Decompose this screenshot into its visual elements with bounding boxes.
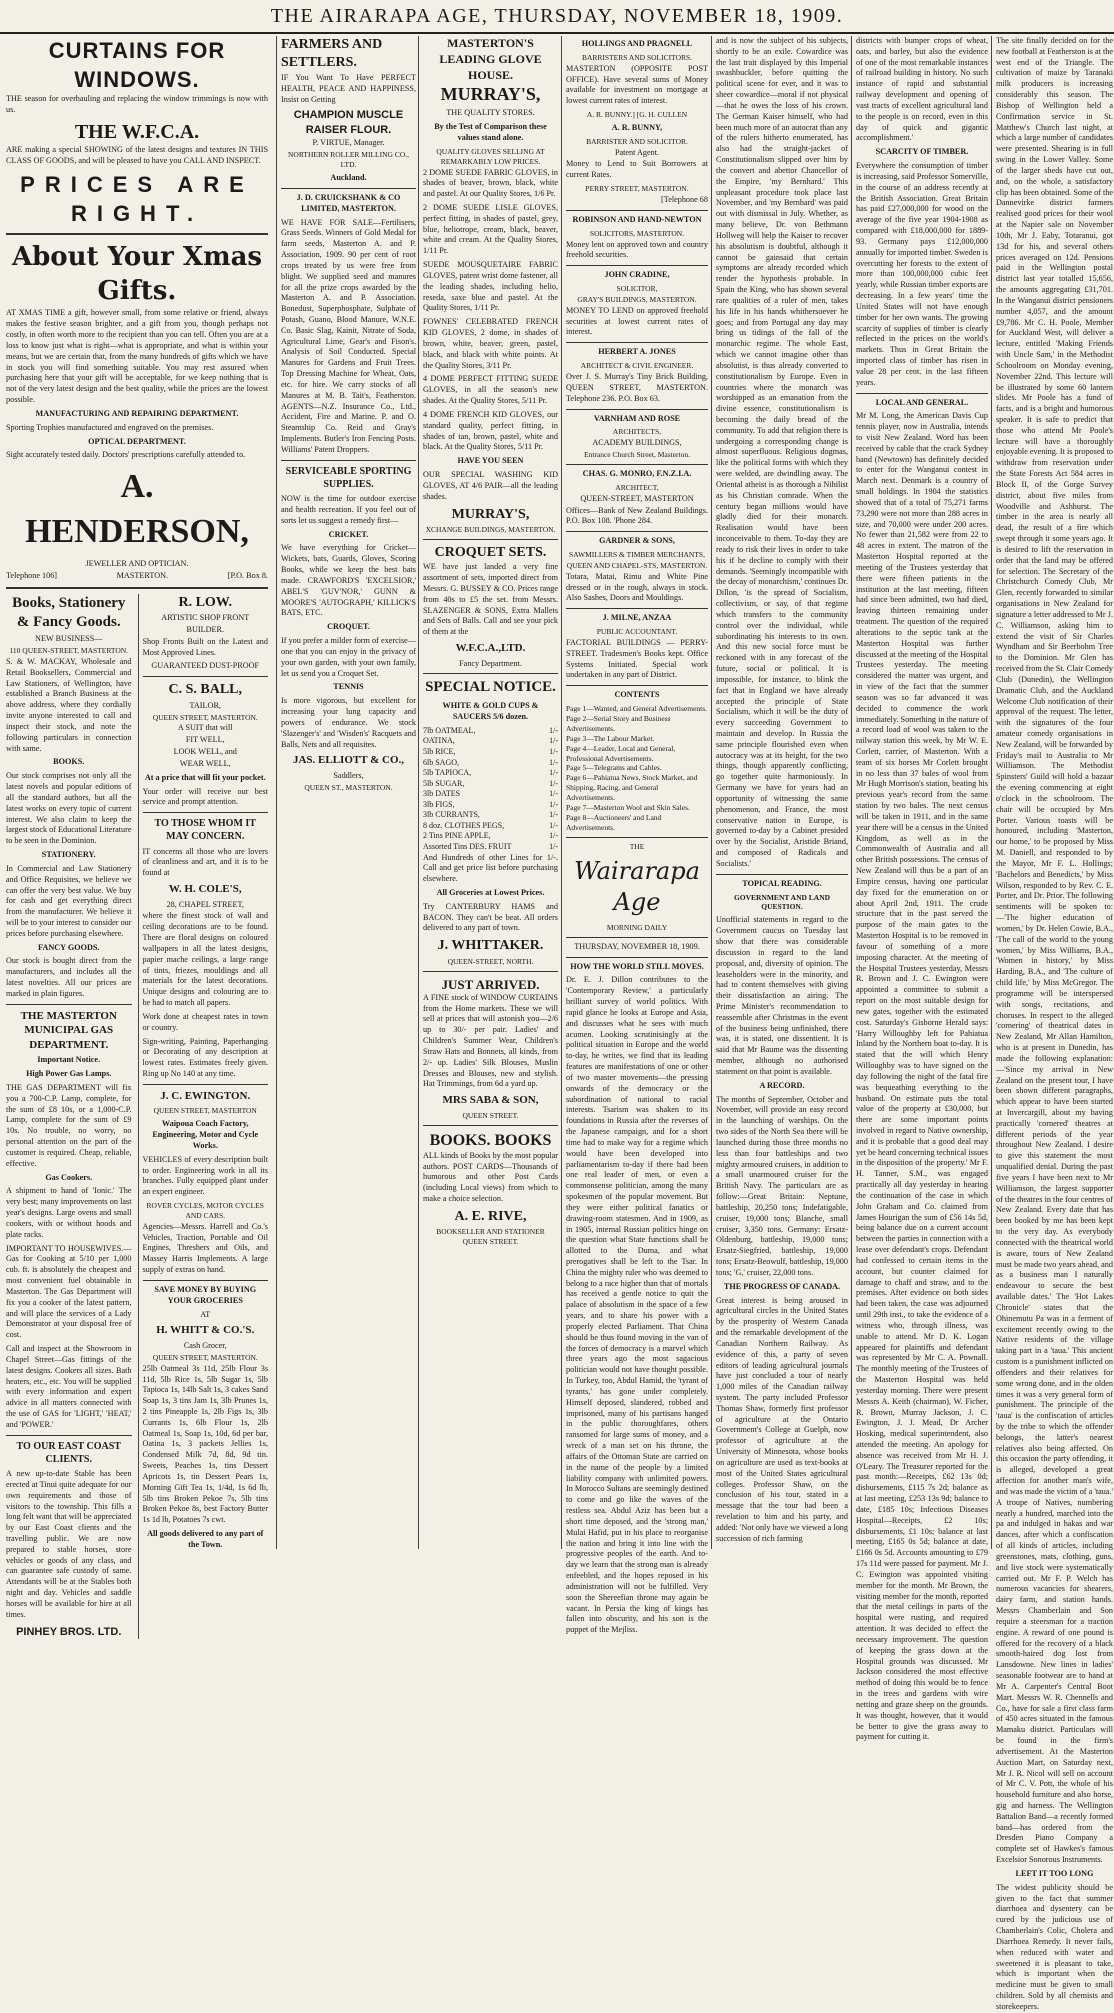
record-title: A RECORD. — [759, 1080, 805, 1090]
grocery-price: 1/- — [549, 789, 558, 799]
ewington-addr: QUEEN STREET, MASTERTON — [153, 1106, 257, 1116]
grocery-item: 6lb SAGO, — [423, 757, 460, 767]
cricket-heading: CRICKET. — [328, 529, 369, 539]
grocery-row — [423, 736, 558, 747]
saba-addr: QUEEN STREET. — [462, 1110, 519, 1120]
varnham: VARNHAM AND ROSE — [593, 413, 681, 423]
col1-lower-left — [6, 594, 132, 1640]
grocery-item: 3lb CURRANTS, — [423, 810, 480, 820]
henderson-box: [P.O. Box 8. — [227, 570, 268, 580]
fancy-dept: Fancy Department. — [459, 658, 522, 668]
glove-item: SUEDE MOUSQUETAIRE FABRIC GLOVES, patent wrist dome fastener, all the leading shades, including helio, reseda, saxe blue and pastel. At the Quality Stores, 1/11 Pr. — [423, 260, 558, 313]
murrays-title: MURRAY'S, — [440, 84, 541, 105]
wfca-ltd: W.F.C.A.,LTD. — [455, 642, 526, 655]
henderson-town: MASTERTON. — [116, 570, 169, 580]
books-books-text: ALL kinds of Books by the most popular authors. POST CARDS—Thousands of humorous and other Post Cards (including Local views) from which to make a choice selection. — [423, 1150, 558, 1204]
grocery-row — [423, 789, 558, 800]
grocery-row — [423, 779, 558, 790]
hollings: HOLLINGS AND PRAGNELL — [581, 39, 693, 48]
divider — [856, 393, 988, 394]
ewington-name: J. C. EWINGTON. — [160, 1089, 251, 1102]
glove-item: 4 DOME FRENCH KID GLOVES, our standard quality, perfect fitting, in shades of tan, brown, pastel, white and black. At the Quality Stores, 5/11 Pr. — [423, 409, 558, 452]
henderson-sub: JEWELLER AND OPTICIAN. — [85, 558, 189, 568]
divider — [566, 531, 708, 532]
ball-line-4: WEAR WELL, — [179, 758, 231, 768]
tennis-heading: TENNIS — [333, 682, 364, 692]
gas-cookers: Gas Cookers. — [45, 1172, 93, 1182]
grocery-row — [423, 821, 558, 832]
gardner: GARDNER & SONS, — [599, 536, 675, 546]
grocery-price: 1/- — [549, 768, 558, 778]
henderson-name: A. HENDERSON, — [25, 468, 249, 551]
divider — [566, 464, 708, 465]
ball-addr: QUEEN STREET, MASTERTON. — [152, 712, 258, 722]
column-4 — [561, 36, 708, 1635]
grocery-item: 3lb FIGS, — [423, 799, 455, 809]
optical-dept: OPTICAL DEPARTMENT. — [88, 436, 186, 446]
at-label: AT — [200, 1309, 211, 1319]
milne: J. MILNE, ANZAA — [602, 613, 672, 623]
saddlers: Saddlers, — [333, 770, 364, 780]
arrived-text: A FINE stock of WINDOW CURTAINS from the Home markets. These we will sell at prices that will astonish you—2/6 up to 30/- per pair. Ladies' and Children's Summer Wear, Children's Straw Hats and Bonnets, all kinds, from 2/- up. Ladies' Silk Blouses, Muslin Dresses and Blouses, new and stylish. Hat Trimmings, from 6d a yard up. — [423, 992, 558, 1089]
topical-reading: TOPICAL READING. — [742, 878, 822, 888]
concern-text: IT concerns all those who are lovers of cleanliness and art, and it is to be found at — [142, 846, 268, 878]
grocery-price: 1/- — [549, 799, 558, 809]
the-label: THE — [629, 841, 645, 851]
cradine-sub: SOLICITOR, — [616, 284, 658, 294]
gardner-addr: QUEEN AND CHAPEL-STS, MASTERTON. — [566, 560, 708, 570]
grocery-price: 1/- — [549, 831, 558, 841]
books-title: Books, Stationery & Fancy Goods. — [12, 594, 126, 631]
whitt-sub: Cash Grocer, — [183, 1340, 227, 1350]
hollings-sub: BARRISTERS AND SOLICITORS. — [581, 52, 693, 62]
milne-sub: PUBLIC ACCOUNTANT. — [596, 627, 678, 637]
grocery-item: Assorted Tins DES. FRUIT — [423, 841, 512, 851]
divider — [143, 1280, 269, 1281]
low-line-1: ARTISTIC SHOP FRONT — [161, 613, 250, 623]
stationery-heading: STATIONERY. — [41, 850, 96, 860]
contents-item: Page 2—Serial Story and Business Advertisements. — [566, 714, 671, 733]
contents-item: Page 5—Telegrams and Cables. — [566, 763, 662, 773]
quality-text: QUALITY GLOVES SELLING AT REMARKABLY LOW PRICES. — [436, 146, 545, 166]
divider — [423, 1125, 558, 1126]
divider — [566, 837, 708, 838]
column-3 — [418, 36, 558, 1549]
xmas-title: About Your Xmas Gifts. — [11, 241, 263, 307]
grocery-price: 1/- — [549, 841, 558, 851]
have-you-seen: HAVE YOU SEEN — [457, 456, 524, 466]
wfca-title: THE W.F.C.A. — [74, 120, 200, 143]
divider — [423, 539, 558, 540]
jones: HERBERT A. JONES — [598, 347, 676, 357]
patent-agent: Patent Agent. — [614, 147, 660, 157]
new-business: NEW BUSINESS— — [35, 634, 103, 644]
all-groceries: All Groceries at Lowest Prices. — [436, 887, 545, 897]
east-coast-title: TO OUR EAST COAST CLIENTS. — [16, 1440, 121, 1465]
world-continued: and is now the subject of his subjects, shortly to be an exile. Cowardice was the last trait displayed by this Imperial swashbuckler, before quitting the political scene for ever, and it was to sheer cowardice—moral if not physical—that he owes the loss of his crown. The German Kaiser himself, who had been much more of an autocrat than any of the rulers hitherto enumerated, has also had the straight-jacket of Constitutionalism slipped over him by the convert and abettor Chancellor of the Empire, 'my Bernhard.' This unpleasant procedure took place last November, and 'my Bernhard' was paid out with dismissal in July. Whether, as many believe, Dr. von Bethmann Hollweg will help the Kaiser to recover his absolutism is doubtful, although it cannot be gainsaid that certain symptoms are already recorded which render the hypothesis probable. In Spain the King, who has shown several rare qualities of a ruler of men, takes his life in his hands whithersoever he goes; and from Portugal any day may bring us tidings of the fall of the monarchic regime. The whole East, which we cannot imagine other than absolutist, is thus already converted to constitutionalism by Europe. Even in countries where the monarch was worshipped as an emanation from the divine essence, constitutionalism is becoming the daily bread of the community. To add that religion there is undergoing a corresponding change is almost superfluous. Religious dogmas, like the political forms with which they were welded, are dwindling away. The Oriental atheist is as thorough a Nihilist as his Christian comrade. When the century began millions would have gladly died for their monarch. Realisation would have been inconceivable to them. To-day they are ready to risk their lives in order to take his if he decline to comply with their demands. 'Seemingly incompatible with the decay of monarchism,' continues Dr. Dillon, 'is the spread of Socialism, collectivism, or say, of that regime which transfers to the community control over the individual, while subordinating his interests to its own. And this new social force must be reckoned with in any forecast of the future, social or political. It is impossible, for instance, to blink the fact that in England we have already accepted the principle of State Socialism, which it will be the duty of every succeeding Government to maintain and develop. In Russia the same principle flourished even when autocracy was at its height, for the two things, though apparently conflicting, go together quite harmoniously. In Germany we have for years had an opportunity of witnessing the same phenomenon, and France, the most conservative nation in Europe, is governed to-day by a Cabinet presided over by the Socialist, Aristide Briand, and composed of Radicals and Socialists.' — [716, 36, 848, 868]
canada-text: Great interest is being aroused in agricultural circles in the United States by the prosperity of Western Canada and the remarkable development of the Canadian Northern Railway. As evidence of this, a party of seven editors of leading agricultural journals have just concluded a tour of nearly 1,000 miles of the Canadian railway system. The party included Professor Thomas Shaw, formerly first professor of agriculture at the Ontario Government's College at Guelph, now professor of agriculture at the University of Minnesota, whose books on agriculture are used as text-books at most of the United States agricultural colleges. Professor Shaw, on the conclusion of his tour, stated in a message that the tour had been a revelation to him and his party, and added: 'Not only have we viewed a long succession of rich farming — [716, 1295, 848, 1543]
test-comparison: By the Test of Comparison these values stand alone. — [434, 122, 547, 142]
robinson: ROBINSON AND HAND-NEWTON — [572, 214, 702, 224]
hundreds: And Hundreds of other Lines for 1/-. Call and get price list before purchasing elsewhere. — [423, 852, 558, 884]
whitt-name: H. WHITT & CO.'S. — [156, 1324, 255, 1337]
concern-title: TO THOSE WHOM IT MAY CONCERN. — [154, 818, 256, 843]
henderson-tel: Telephone 106] — [6, 570, 58, 580]
ball-price: At a price that will fit your pocket. — [144, 772, 266, 782]
mackay-text: S. & W. MACKAY, Wholesale and Retail Booksellers, Commercial and Law Stationers, of Wellington, have established a Branch Business at the above address, where they cordially invite anyone interested to call and inspect their stock, and note the following particulars in connection with same. — [6, 656, 132, 753]
east-coast-text: A new up-to-date Stable has been erected at Tinui quite adequate for our own requirements and those of visitors to the township. This fills a long felt want that will be appreciated by our East Coast clients and the travelling public. We are now prepared to stable horses, store vehicles or goods of any class, and can guarantee safe custody of same. Attendants will be at the Stables both night and day. Vehicles and saddle horses will be available for hire at all times. — [6, 1469, 132, 1619]
contents-item: Page 3—The Labour Market. — [566, 733, 655, 743]
bunny-sub: BARRISTER AND SOLICITOR. — [586, 136, 688, 146]
grocery-price: 1/- — [549, 810, 558, 820]
grocery-row — [423, 800, 558, 811]
cole-text: where the finest stock of wall and ceiling decorations are to be found. There are floral designs on coloured wallpapers in all the latest designs, papier mache ceilings, a large range of tints, friezes, mouldings and all materials for the latest decorations. Unique designs and colouring are to be had to match all papers. — [142, 911, 268, 1008]
whittaker: J. WHITTAKER. — [437, 938, 544, 954]
grocery-item: OATINA, — [423, 736, 455, 746]
northern: NORTHERN ROLLER MILLING CO., LTD. — [288, 150, 409, 170]
local-general: LOCAL AND GENERAL. — [875, 397, 969, 407]
column-1 — [6, 36, 268, 1638]
new-business-addr: 110 QUEEN-STREET, MASTERTON. — [9, 646, 129, 656]
divider — [566, 608, 708, 609]
gas-title: THE MASTERTON MUNICIPAL GAS DEPARTMENT. — [20, 1009, 117, 1051]
record-text: The months of September, October and November, will provide an easy record in the launching of warships. On the two sides of the North Sea there will be launched during those three months no less than four battleships and two mighty armoured cruisers, in addition to a small unarmoured cruiser for the British Navy. The particulars are as follow:—Great Britain: Neptune, battleship, 20,250 tons; Indefatigable, cruiser, 19,000 tons; Blanche, small cruiser, 3,350 tons. Germany: Ersatz-Oldenburg, battleship, 19,000 tons; Ersatz-Siegfried, battleship, 19,000 tons; Ersatz-Beowulf, battleship, 19,000 tons; 'G,' cruiser, 22,000 tons. — [716, 1094, 848, 1277]
cradine-text: MONEY TO LEND on approved freehold securities at lowest current rates of interest. — [566, 305, 708, 337]
entrance: Entrance Church Street, Masterton. — [583, 450, 690, 460]
grocery-row — [423, 758, 558, 769]
grocery-price: 1/- — [549, 725, 558, 735]
cruickshank: J. D. CRUICKSHANK & CO LIMITED, MASTERTON. — [296, 192, 401, 213]
virtue: P. VIRTUE, Manager. — [312, 138, 385, 148]
divider — [566, 342, 708, 343]
cradine-addr: GRAY'S BUILDINGS, MASTERTON. — [577, 294, 697, 304]
timber-title: SCARCITY OF TIMBER. — [875, 147, 969, 157]
ball-line-1: A SUIT that will — [177, 723, 233, 733]
save-money: SAVE MONEY BY BUYING YOUR GROCERIES — [154, 1284, 257, 1305]
stationery-text: In Commercial and Law Stationery and Office Requisites, we believe we can offer the very best value. We buy for cash and get everything direct from the manufacturer. We believe it will be to your interest to consider our prices before purchasing elsewhere. — [6, 863, 132, 938]
left-text: The widest publicity should be given to the fact that summer diarrhoea and dysentery can be cured by the judicious use of Chamberlain's Colic, Cholera and Diarrhoea Remedy. It never fails, when reduced with water and sweetened it is pleasant to take, which is important when the medicine must be given to small children. Sold by all chemists and storekeepers. — [996, 1882, 1113, 2011]
croquet-text: If you prefer a milder form of exercise—one that you can enjoy in the privacy of your own garden, with your own family, let us send you a Croquet Set. — [281, 636, 416, 678]
grocery-row — [423, 747, 558, 758]
grocery-row — [423, 768, 558, 779]
contents-item: Page 6—Pahiatua News, Stock Market, and Shipping, Racing, and General Advertisements. — [566, 773, 698, 803]
croquet-sets-text: WE have just landed a very fine assortment of sets, imported direct from Messrs. G. BUSSEY & CO. Prices range from 40s to £5 the set. from Messrs. SLAZENGER & SONS, Extra Mallets and Sets of Balls. Call and see your pick of them at the — [423, 562, 558, 637]
glove-item: FOWNES' CELEBRATED FRENCH KID GLOVES, 2 dome, in shades of brown, white, beaver, green, pastel, black, and black with white points. At the Quality Stores, 3/11 Pr. — [423, 317, 558, 370]
farmers-title: FARMERS AND SETTLERS. — [281, 37, 383, 71]
divider — [423, 673, 558, 674]
hollings-text: MASTERTON (OPPOSITE POST OFFICE). Have several sums of Money available for investment on mortgage at lowest current rates of interest. — [566, 63, 708, 106]
column-5 — [711, 36, 848, 1549]
cole-addr: 28, CHAPEL STREET, — [166, 899, 244, 909]
gas-housewives: IMPORTANT TO HOUSEWIVES.—Gas for Cooking at 5/10 per 1,000 cub. ft. is absolutely the cheapest and most convenient fuel obtainable in Masterton. The Gas Department will fix you a cooker of the latest pattern, and will place the services of a Lady Demonstrator at your disposal free of cost. — [6, 1243, 132, 1340]
monro-offices: Offices—Bank of New Zealand Buildings. P.O. Box 108. 'Phone 284. — [566, 505, 708, 526]
grocery-price: 1/- — [549, 736, 558, 746]
contents-title: CONTENTS — [614, 690, 660, 700]
canada-title: THE PROGRESS OF CANADA. — [723, 1281, 841, 1291]
grocery-price: 1/- — [549, 778, 558, 788]
grocery-item: 8 doz. CLOTHES PEGS, — [423, 820, 505, 830]
serviceable: SERVICEABLE SPORTING SUPPLIES. — [285, 465, 412, 490]
gas-cookers-text: A shipment to hand of 'Ionic.' The very best; many improvements on last year's designs. Large ovens and small cookers, with or without hoods and plate racks. — [6, 1186, 132, 1239]
grocery-price: 1/- — [549, 757, 558, 767]
mastertons-glove: MASTERTON'S LEADING GLOVE HOUSE. — [439, 36, 542, 82]
robinson-sub: SOLICITORS, MASTERTON. — [589, 228, 685, 238]
rover: ROVER CYCLES, MOTOR CYCLES AND CARS. — [146, 1201, 264, 1220]
glove-item: 2 DOME SUEDE FABRIC GLOVES, in shades of beaver, brown, black, white and pastel. At our Quality Stores, 1/6 Pr. — [423, 167, 558, 199]
grocery-item: 5lb TAPIOCA, — [423, 768, 472, 778]
fancy-text: Our stock is bought direct from the manufacturers, and includes all the latest novelties. All our prices are marked in plain figures. — [6, 956, 132, 998]
perry-street: PERRY STREET, MASTERTON. — [585, 184, 689, 194]
bunny-text: Money to Lend to Suit Borrowers at current Rates. — [566, 159, 708, 180]
robinson-text: Money lent on approved town and country freehold securities. — [566, 239, 708, 260]
elliott-addr: QUEEN ST., MASTERTON. — [304, 782, 393, 792]
wairarapa-age-logo: Wairarapa Age — [574, 856, 700, 917]
cole-work: Work done at cheapest rates in town or country. — [142, 1011, 268, 1032]
grocery-row — [423, 842, 558, 853]
divider — [566, 265, 708, 266]
academy: ACADEMY BUILDINGS, — [592, 438, 682, 448]
gas-important: Important Notice. — [37, 1055, 101, 1065]
world-text: Dr. E. J. Dillon contributes to the 'Contemporary Review,' a particularly brilliant survey of world politics. With rapid glance he looks at Europe and Asia, and discusses what he sees with much acumen. Looking scrutinisingly at the political situation in Europe and the world to-day, he writes, we find that its leading features are manifestations of one or other of two master movements—the pressing onwards of the democracy or the subordination of national to racial interests. Tsarism was shaken to its foundations in Russia after the reverses of the Japanese campaign, and for a short time had to make way for a regime which would have been developed into parliamentarism to-day if there had been one real leader of men, or even a commonsense politician, among the many spokesmen of the popular movement. But they were either political fanatics or drawing-room statesmen. And in 1909, as in 1905, internal Russian politics hinge on the question what State functions shall be allotted to the Duma, and what prerogatives shall be left to the Tsar. In China the mighty ruler who was deemed to belong to a race higher than that of mortals has received a gentle notice to quit the palace of absolutism in the space of a few years, and to share his power with a properly elected Parliament. That China should be thus found moving in the van of the forces of democracy is a marvel which three years ago the most sagacious politician would not have thought possible. In Turkey, too, Abdul Hamid, the 'tyrant of tyrants,' has gone under completely. Himself deposed, slandered, robbed and imprisoned, many of his partisans hanged in the public thoroughfares, others ransomed for large sums of money, and a wreck of a man set on his throne, the affairs of the Ottoman State are carried on in the name of the people by a limited liability company with unlimited powers. In Morocco Sultans are seemingly destined to come and go like the waves of the restless sea. Abdul Aziz has been but a short time deposed, and the 'strong man,' Mulai Hafid, put in his place to reorganise the nation and bring it into line with the progressive peoples of the earth. And to-day we learn that the strong man is already enfeebled, and the hopes reposed in his administration will not be fulfilled. Very soon the Shereefian throne may again be vacant. In Persia the king of kings has fallen into obscurity, and his son is the puppet of the Mejliss. — [566, 975, 708, 1635]
divider — [281, 188, 416, 189]
glove-item: 2 DOME SUEDE LISLE GLOVES, perfect fitting, in shades of pastel, grey, blue, heliotrope, cream, black, beaver, white and cream. At the Quality Stores, 1/11 Pr. — [423, 202, 558, 256]
gas-high-power: High Power Gas Lamps. — [26, 1069, 112, 1079]
column-2 — [276, 36, 416, 1549]
gas-text: THE GAS DEPARTMENT will fix you a 700-C.P. Lamp, complete, for the sum of £8 10s, or a 1,000-C.P. Lamp, complete for the sum of £9 10s. No trouble, no worry, no personal attention on the part of the customer is required. Cheap, reliable, effective. — [6, 1082, 132, 1168]
grocery-item: 2 Tins PINE APPLE, — [423, 831, 491, 841]
auckland: Auckland. — [330, 173, 367, 183]
divider — [6, 1435, 132, 1436]
elliott: JAS. ELLIOTT & CO., — [292, 754, 405, 767]
repair-dept: MANUFACTURING AND REPAIRING DEPARTMENT. — [35, 408, 239, 418]
bunny-names: A. R. BUNNY.] [G. H. CULLEN — [586, 110, 688, 120]
grocery-row — [423, 810, 558, 821]
grocery-row — [423, 726, 558, 737]
cole-name: W. H. COLE'S, — [168, 883, 242, 896]
exchange: XCHANGE BUILDINGS, MASTERTON. — [425, 524, 556, 534]
jones-sub: ARCHITECT & CIVIL ENGINEER. — [580, 361, 694, 371]
grocery-table — [423, 726, 558, 853]
whitt-addr: QUEEN STREET, MASTERTON. — [152, 1352, 258, 1362]
just-arrived: JUST ARRIVED. — [441, 976, 540, 992]
murrays-2: MURRAY'S, — [451, 506, 530, 522]
column-6 — [851, 36, 988, 1742]
grocery-item: 7lb OATMEAL, — [423, 725, 476, 735]
wfca-text: ARE making a special SHOWING of the latest designs and textures IN THIS CLASS OF GOODS, and will be pleased to have you CALL AND INSPECT. — [6, 145, 268, 165]
henderson-footer — [6, 571, 268, 582]
washing-gloves: OUR SPECIAL WASHING KID GLOVES, AT 4/6 PAIR—all the leading shades. — [423, 470, 558, 501]
saba: MRS SABA & SON, — [442, 1094, 539, 1107]
champion: CHAMPION MUSCLE RAISER FLOUR. — [293, 109, 404, 136]
grocery-item: 5lb RICE, — [423, 747, 456, 757]
rive-sub: BOOKSELLER AND STATIONER QUEEN STREET. — [436, 1227, 545, 1247]
divider — [143, 1084, 269, 1085]
vehicles-text: VEHICLES of every description built to order. Engineering work in all its branches. Fully equipped plant under an expert engineer. — [142, 1154, 268, 1197]
col1-lower-right — [138, 594, 269, 1640]
grocery-price: 1/- — [549, 820, 558, 830]
ball-order: Your order will receive our best service and prompt attention. — [142, 786, 268, 807]
cruick-text: WE HAVE FOR SALE—Fertilisers, Grass Seeds. Winners of Gold Medal for farm seeds, Masterton A. and P. Association, 1909. 90 per cent of root crops treated by us were free from blight. We supplied seed and manures for all the prize crops awarded by the Masterton A. and P. Association. Bonedust, Superphosphate, Sulphate of Potash, Guano, Blood Manure, W.N.E. Co. Basic Slag, Kainit, Nitrate of Soda, Agricultural Lime, Gear's and Fison's. Analysis of Soil Conducted. Special Manures for Gardens and Fruit Trees. Top Dressing Machine for Wheat, Oats, etc. for hire. We carry stocks of all Manures at M. B. Tait's, Featherston. AGENTS—N.Z. Insurance Co., Ltd., Accident, Fire and Marine. P. and O. Steamship Co. Reid and Gray's Implements. Butler's Iron Fencing Posts. Williams' Patent Droppers. — [281, 217, 416, 454]
ball-line-2: FIT WELL, — [185, 735, 225, 745]
divider — [6, 1004, 132, 1005]
divider — [281, 460, 416, 461]
low-text: Shop Fronts Built on the Latest and Most Approved Lines. — [142, 636, 268, 657]
gardner-text: Totara, Matai, Rimu and White Pine dressed or in the rough, always in stock. Also Sashes, Doors and Mouldings. — [566, 571, 708, 603]
masthead: THE AIRARAPA AGE, THURSDAY, NOVEMBER 18, 1909. — [0, 0, 1114, 34]
divider — [143, 676, 269, 677]
cricket-text: We have everything for Cricket—Wickets, bats, Guards, Gloves, Scoring Books, while we keep the best bats made. CRAWFORD'S 'EXCELSIOR,' ABEL'S 'GUV'NOR,' GUNN & MOORE'S 'AUTOGRAPH,' KILLICK'S BATS, ETC. — [281, 543, 416, 618]
local-text: Mr M. Long, the American Davis Cup tennis player, now in Australia, intends to visit New Zealand. Word has been received by cable that the crack Sydney band (Newtown) has definitely decided to enter for the Wanganui contest in March next. Denmark is a country of small holdings. In 1904 the statistics showed that of a total of 75,271 farms 73,290 were not more than 288 acres in size, and 70,000 were under 200 acres. No fewer than 21,582 were from 22 to 48 acres in extent. The matron of the Masterton Hospital reported at the meeting of the Trustees yesterday that there were fifteen patients in the institution at the last meeting, fifteen had since been admitted, two had died, leaving thirteen remaining under treatment. The question of the required alterations to the septic tank at the Masterton Hospital was further discussed at the meeting of the Hospital Trustees yesterday. The meeting considered the matter was urgent, and in view of the fact that the summer season was so far advanced it was decided to commence the work immediately. Something in the nature of a record load of wool was taken to the railway station this week, by Mr W. E. Corlett, carrier, of Masterton. With a team of six horses Mr Corlett brought in no less than 37 bales of wool from Mr Hugh Morrison's station, beating his previous year's record from the same station by two bales. The next census will be taken in 1911, and in the same year there will be a census in the United Kingdom, as well as in the Commonwealth of Australia and all other British possessions. The census of New Zealand will thus be a part of an Empire census, having one particular day fixed for the enumeration on or about April 2nd, 1911. The crude structure that in the past served the purpose of the main gates to the Masterton Hospital is to be removed in favour of something of a more imposing character. At the meeting of the Hospital Trustees yesterday, Messrs R. Brown and J. C. Ewington were appointed a committee to submit a report on the most suitable design for new gates, together with the estimated cost. Saturday's Gisborne Herald says: 'Harry Willoughby left for Pahiatua Inland by the Northern boat to-day. It is stated that the will which Henry Willoughby was to have signed on the day following the night of the fatal fire was bequeathing everything to the husband. On estimate puts the total value of the property at £30,000, but there are some important points involved in regard to Native ownership, and it is probable that a good deal may yet be heard concerning technical issues in the disposition of the property.' Mr F. H. Tanner, S.M., was engaged practically all day yesterday in hearing the continuation of the case in which John Graham and Co. claimed from James Hourigan the sum of £56 14s 5d, being balance due on a current account between the parties in connection with a lease over defendant's crops. Defendant had confessed to certain items in the account, but counter claimed for damage to chaff and straw, and to the premises. After evidence on both sides had been taken, the case was adjourned until 29th inst., to take the evidence of a witness who, through illness, was unable to attend. Mr D. K. Logan appeared for plaintiffs and defendant was represented by Mr C. A. Pownall. The monthly meeting of the Trustees of the Masterton Hospital was held yesterday morning. There were present Messrs A. Keith (chairman), W. Ficher, R. Brown, Murray Jackson, J. C. Ewington, J. J. Mead, Dr Archer Hosking, medical superintendent, also attended the meeting. An apology for absence was received from Mr H. J. O'Leary. The Treasurer reported for the past month:—Receipts, £62 13s 0d; disbursements, £115 7s 2d; balance as at last meeting, £253 13s 9d; balance to date, £185 10s; Infectious Diseases Hospital—Receipts, £2 10s; disbursements, £1 10s; balance at last meeting, £165 0s 5d; balance at date, £166 0s 5d. Accounts amounting to £79 17s 11d were passed for payment. Mr J. C. Ewington was appointed visiting member for the month. Mr Brown, the visiting member for the month, reported that the metal ceilings in parts of the hospital were rusting, and required attention. It was decided to effect the necessary improvement. The question of keeping the grass down at the Hospital grounds was discussed. Mr Jackson considered the most effective method of doing this would be to fence in the trees and gardens with wire netting and graze sheep on the grounds. It was thought, however, that it would be better to give the grass away to payment for cutting it. — [856, 411, 988, 1742]
sporting-text: NOW is the time for outdoor exercise and health recreation. If you feel out of sorts let us suggest a remedy first— — [281, 494, 416, 525]
gardner-sub: SAWMILLERS & TIMBER MERCHANTS, — [569, 549, 705, 559]
divider — [566, 685, 708, 686]
rive: A. E. RIVE, — [454, 1208, 527, 1224]
contents-item: Page 7—Masterton Wool and Skin Sales. — [566, 803, 690, 813]
prices-right: PRICES ARE RIGHT. — [20, 171, 254, 226]
tennis-text: Is more vigorous, but excellent for increasing your lung capacity and powers of endurance. We stock 'Slazenger's' and 'Wisden's' Racquets and Balls, Nets and all requisites. — [281, 696, 416, 749]
optical-text: Sight accurately tested daily. Doctors' prescriptions carefully attended to. — [6, 450, 246, 460]
grocery-price: 1/- — [549, 747, 558, 757]
divider — [6, 233, 268, 235]
gas-inspect: Call and inspect at the Showroom in Chapel Street—Gas fittings of the latest designs. Cookers all sizes. Bath heaters, etc., etc. You will be supplied with every information and expert advice in all matters connected with the use of GAS for 'LIGHT,' 'HEAT,' and 'POWER.' — [6, 1344, 132, 1429]
books-books: BOOKS. BOOKS — [429, 1131, 552, 1149]
repair-text: Sporting Trophies manufactured and engraved on the premises. — [6, 422, 214, 432]
books-heading: BOOKS. — [53, 757, 85, 767]
divider — [566, 210, 708, 211]
agencies: Agencies—Messrs. Harrell and Co.'s Vehicles, Traction, Portable and Oil Engines, Threshers and Oils, and Massey Harris Implements. A large supply of extras on hand. — [142, 1221, 268, 1275]
cole-signs: Sign-writing, Painting, Paperhanging or Decorating of any description at lowest rates. Estimates freely given. Ring up No 140 at any time. — [142, 1036, 268, 1079]
ball-name: C. S. BALL, — [168, 682, 243, 698]
croquet-heading: CROQUET. — [327, 622, 370, 632]
books-text: Our stock comprises not only all the latest novels and popular editions of all the standard authors, but all the latest works on every topic of current interest. We also claim to keep the largest stock of Educational Literature to be seen in the Dominion. — [6, 771, 132, 846]
monro-addr: QUEEN-STREET, MASTERTON — [580, 493, 694, 503]
col1-lower — [6, 594, 268, 1640]
grocery-item: 3lb DATES — [423, 789, 461, 799]
morning-daily: MORNING DAILY — [606, 922, 668, 932]
xmas-text: AT XMAS TIME a gift, however small, from some relative or friend, always makes the festive season brighter, and a gift from you, though perhaps not costly, in often worth more to the recipient than you can tell. Often you are at a loss to know just what is right—what is appropriate, and what is within your means, but we are certain that, from the many hundreds of gifts which we have in stock you will find something suitable. You may rest assured when purchasing here that your gift will be acceptable, for we keep nothing that is not of the very latest design and the best quality, while the prices are the lowest possible. — [6, 308, 268, 405]
govt-land: GOVERNMENT AND LAND QUESTION. — [733, 892, 831, 912]
varnham-sub: ARCHITECTS, — [612, 427, 662, 437]
jones-text: Over J. S. Murray's Tiny Brick Building, QUEEN STREET, MASTERTON. Telephone 236. P.O. Box 63. — [566, 372, 708, 403]
farmers-text: IF You Want To Have PERFECT HEALTH, PEACE AND HAPPINESS, Insist on Getting — [281, 72, 416, 104]
contents-item: Page 1—Wanted, and General Advertisements. — [566, 704, 708, 714]
cups-saucers: WHITE & GOLD CUPS & SAUCERS 5/6 dozen. — [442, 701, 539, 722]
low-line-2: BUILDER. — [186, 624, 225, 634]
contents-item: Page 8—Auctioneers' and Land Advertisements. — [566, 812, 662, 832]
contents-item: Page 4—Leader, Local and General, Professional Advertisements. — [566, 743, 676, 763]
left-too-long: LEFT IT TOO LONG — [1015, 1868, 1094, 1878]
local-continued: The site finally decided on for the new football at Featherston is at the west end of the Triangle. The cultivation of maize by Taranaki milk producers is increasing considerably this season. The Bishop of Wellington held a Confirmation service in St. Matthew's Church last night, at which a large number of candidates were presented. Shearing is in full swing in the Lower Valley. Some of the larger sheds have cut out, and, on the whole, a satisfactory clip has been obtained. Some of the Dannevirke district farmers realised good prices for their wool at the Napier sale on November 10th, Mr J. Eaby, Totaranui, got 13d for his, and several others prices averaged on 12d. Pensions paid in the Wellington postal district last year totalled 15,656, the amounts aggregating £31,701. In the Wanganui district pensioners number 4,057, and the amount £9,786. Mr C. H. Poole, Member for Auckland West, will deliver a lecture, entitled 'Making Friends with Uncle Sam,' in the Methodist Schoolroom on Monday evening, November 22nd. This lecture will be illustrated by some 60 lantern slides. Mr Poole has a fund of facts, and is a bright and humorous speaker. It is safe to predict that those who attend Mr Poole's lecture will have a thoroughly enjoyable evening. It is proposed to withdraw from reservation under the State Forests Act 584 acres in Block II, of the Gorge Survey district, about five miles from Woodville and Ashhurst. The timber in the area is nearly all dead, the result of a fire which swept through it some years ago. It is desired to lift the reservation in order that the land may be offered for selection. The Secretary of the Christchurch Comedy Club, Mr Glen, recently forwarded to similar organisations in New Zealand for signature a letter addressed to Mr J. C. Williamson, asking him to extend the visit of Sir Charles Wyndham and Sir Beerbohm Tree to the Dominion. Mr Glen has received from the St. Clair Comedy Club (Dunedin), the Wellington Dramatic Club, and the Auckland Welcome Club notification of their approval of the request. The letter, with the signatures of the four amateur comedy organisations in New Zealand, will be forwarded by Friday's mail to Australia to Mr Williamson. The Methodist Spinsters' Guild will hold a bazaar the evening commencing at eight o'clock in the schoolroom. The chair will be occupied by Mrs Porter. Various toasts will be honoured, including 'Masterton, our home,' to be proposed by Miss M. Daniell, and responded to by the Mayor, Mr F. L. Hollings; 'Bachelors and Benedicts,' by Miss Wilson, responded to by Rev. C. E. Porter, and Dr. Prior. The following sentiments will be spoken to:—'The higher education of women,' by Dr. Helen Cowie, B.A., 'The call of the world to the young women,' by Miss Williams, B.A., 'Women in history,' by Miss Harding, B.A., and 'The culture of child life,' by Miss McGregor. The programme will be interspersed with songs, recitations, and choruses. In respect to the alleged 'cornering' of theatrical dates in New Zealand, Mr Allan Hamilton, who is at present in Dunedin, has made the following explanation:—'Since my arrival in New Zealand on the present tour, I have been shown different paragraphs, which appear to have been started at Invercargill, about my having practically 'cornered' theatres at different periods of the year throughout New Zealand. I desire to give this statement the most unqualified denial. During the past five years I have been next to Mr Williamson, the largest supporter of the theatres in the four centres of New Zealand. Every date that has been booked by me has been kept to the very day. As everybody connected with the theatrical world is aware, tours of New Zealand must be made two years ahead, and as a business man I naturally endeavour to secure the best available dates.' The 'Hot Lakes Chronicle' states that the Ohinemutu Pa was in a ferment of excitement recently owing to the Native residents of the village taking part in a 'taua.' This ancient custom is a punishment inflicted on offenders and their relatives for some wrong done, and in the olden times it was a very general form of punishment. The principle of the 'taua' is the confiscation of articles by the tribe to which the offender belongs, the latter's nearest relatives also being affected. On this occasion the party offending, it is alleged, developed a great affection for another man's wife, and was made the victim of a 'taua.' A troupe of Natives, numbering nearly a hundred, marched into the pa and indulged in hakas and war dances, after which a confiscation of all kinds of articles, including greenstones, mats, clothing, guns, and live stock were systematically carried out. Mr F. P. Welch has numerous vacancies for shearers, dairy farm, and station hands. Messrs Chamberlain and Son require a steersman for a traction engine. A reward of one pound is offered for the recovery of a black smooth-haired dog lost from Lansdowne. New lines in ladies' seasonable footwear are to hand at Mr A. Carpenter's Central Boot Mart. Messrs W. R. Chennells and Co., have for sale a first class farm of 450 acres situated in the famous Mamaku district. Particulars will be found in the firm's advertisement. At the Masterton Auction Mart, on Saturday next, Mr J. R. Nicol will sell on account of Mr C. V. Pott, the whole of his household furniture and also horse, gig and harness. The Wellington Battalion Band—a recently formed band—has ordered from the Dresden Piano Company a complete set of Hawkes's famous Excelsior Sonorous Instruments. — [996, 36, 1113, 1865]
monro-sub: ARCHITECT, — [615, 482, 659, 492]
issue-date: THURSDAY, NOVEMBER 18, 1909. — [574, 941, 700, 951]
milne-text: FACTORIAL BUILDINGS — PERRY-STREET. Tradesmen's Books kept. Office Systems Initiated. Special work undertaken in any part of District. — [566, 637, 708, 680]
canterbury: Try CANTERBURY HAMS and BACON. They can't be beat. All orders delivered to any part of town. — [423, 901, 558, 933]
canada-continued: districts with bumper crops of wheat, oats, and barley, but also the evidence of one of the most remarkable instances of railroad building in history. No such instance of rapid and substantial railway development and opening of vast tracts of excellent agricultural land to the people is on record, even in this day of quick and gigantic accomplishment.' — [856, 36, 988, 143]
all-goods: All goods delivered to any part of the Town. — [147, 1529, 264, 1549]
curtains-title: CURTAINS FOR WINDOWS. — [48, 38, 226, 93]
special-notice: SPECIAL NOTICE. — [425, 679, 556, 696]
divider — [716, 874, 848, 875]
grocery-row — [423, 831, 558, 842]
ball-sub: TAILOR, — [189, 700, 221, 710]
whittaker-addr: QUEEN-STREET, NORTH. — [447, 956, 534, 966]
cradine: JOHN CRADINE, — [604, 270, 670, 280]
govt-text: Unofficial statements in regard to the Government caucus on Tuesday last show that there was considerable discussion in regard to the land proposal, and, diversity of opinion. The leaseholders were in the minority, and had to content themselves with giving their dissatisfaction an airing. The Prime Minister's recommendation to reassemble after Christmas in the event of the business being unfinished, there was, it is stated, one dissentient. It is said that Mr Baume was the dissenting member, although no authorised statement on that point is available. — [716, 915, 848, 1076]
telephone-68: [Telephone 68 — [661, 195, 708, 205]
divider — [423, 971, 558, 972]
quality-stores: THE QUALITY STORES. — [446, 108, 535, 118]
ball-line-3: LOOK WELL, and — [173, 747, 237, 757]
bunny: A. R. BUNNY, — [611, 122, 663, 132]
pinhey: PINHEY BROS. LTD. — [16, 1625, 122, 1638]
whitt-text: 25lb Oatmeal 3s 11d, 25lb Flour 3s 11d, 5lb Rice 1s, 5lb Sugar 1s, 5lb Tapioca 1s, 14lb Salt 1s, 3 cakes Sand Soap 1s, 3 tins Jam 1s, 3lb Prunes 1s, 2 tins Pineapple 1s, 2lb Figs 1s, 3lb Currants 1s, 6lb Flour 1s, 2lb Oatmeal 1s, Soap 1s, 10d, 6d per bar, Oatina 1s, 3 packets Jellies 1s, Condensed Milk 7d, 8d, 9d tin. Sweets, Peaches 1s, tins Dessert Apricots 1s, tin Dessert Pears 1s, Morning Gift Tea 1s, 1/4d, 1s 6d lb, 5lb tins Broken Pekoe 7s, 5lb tins Broken Pekoe 8s, best Factory Butter 1s 1d lb, Potatoes 7s cwt. — [142, 1363, 268, 1525]
divider — [566, 937, 708, 938]
dustproof: GUARANTEED DUST-PROOF — [151, 661, 260, 671]
timber-text: Everywhere the consumption of timber is increasing, said Professor Somerville, in the course of an address recently at the British Association. Great Britain has paid £27,000,000 for wood on the average of the five year 1904-1908 as compared with £18,000,000 for 1889-93. Germany pays £12,000,000 annually for imported timber. Sweden is overcutting her forests to the extent of more than 100,000,000 cubic feet yearly, while Russian timber exports are decreasing. In a few years' time the United States will not have enough timber for her own wants. The growing scarcity of supplies of timber is clearly reflected in the prices on the world's markets. Thus in Great Britain the imported class of timber has risen in value 28 per cent. in the last fifteen years. — [856, 161, 988, 387]
waipoua: Waipoua Coach Factory, Engineering, Motor and Cycle Works. — [152, 1119, 259, 1150]
column-7 — [991, 36, 1113, 2011]
divider — [566, 409, 708, 410]
divider — [6, 587, 268, 589]
fancy-heading: FANCY GOODS. — [38, 942, 100, 952]
croquet-sets: CROQUET SETS. — [434, 544, 547, 560]
monro: CHAS. G. MONRO, F.N.Z.I.A. — [582, 468, 692, 478]
divider — [566, 957, 708, 958]
glove-item: 4 DOME PERFECT FITTING SUEDE GLOVES, in all the season's new shades. At the Quality Stores, 5/11 Pr. — [423, 374, 558, 406]
grocery-item: 5lb SUGAR, — [423, 778, 465, 788]
divider — [143, 812, 269, 813]
world-title: HOW THE WORLD STILL MOVES. — [570, 961, 704, 971]
curtains-intro: THE season for overhauling and replacing the window trimmings is now with us. — [6, 94, 268, 114]
low-name: R. LOW. — [178, 594, 233, 610]
